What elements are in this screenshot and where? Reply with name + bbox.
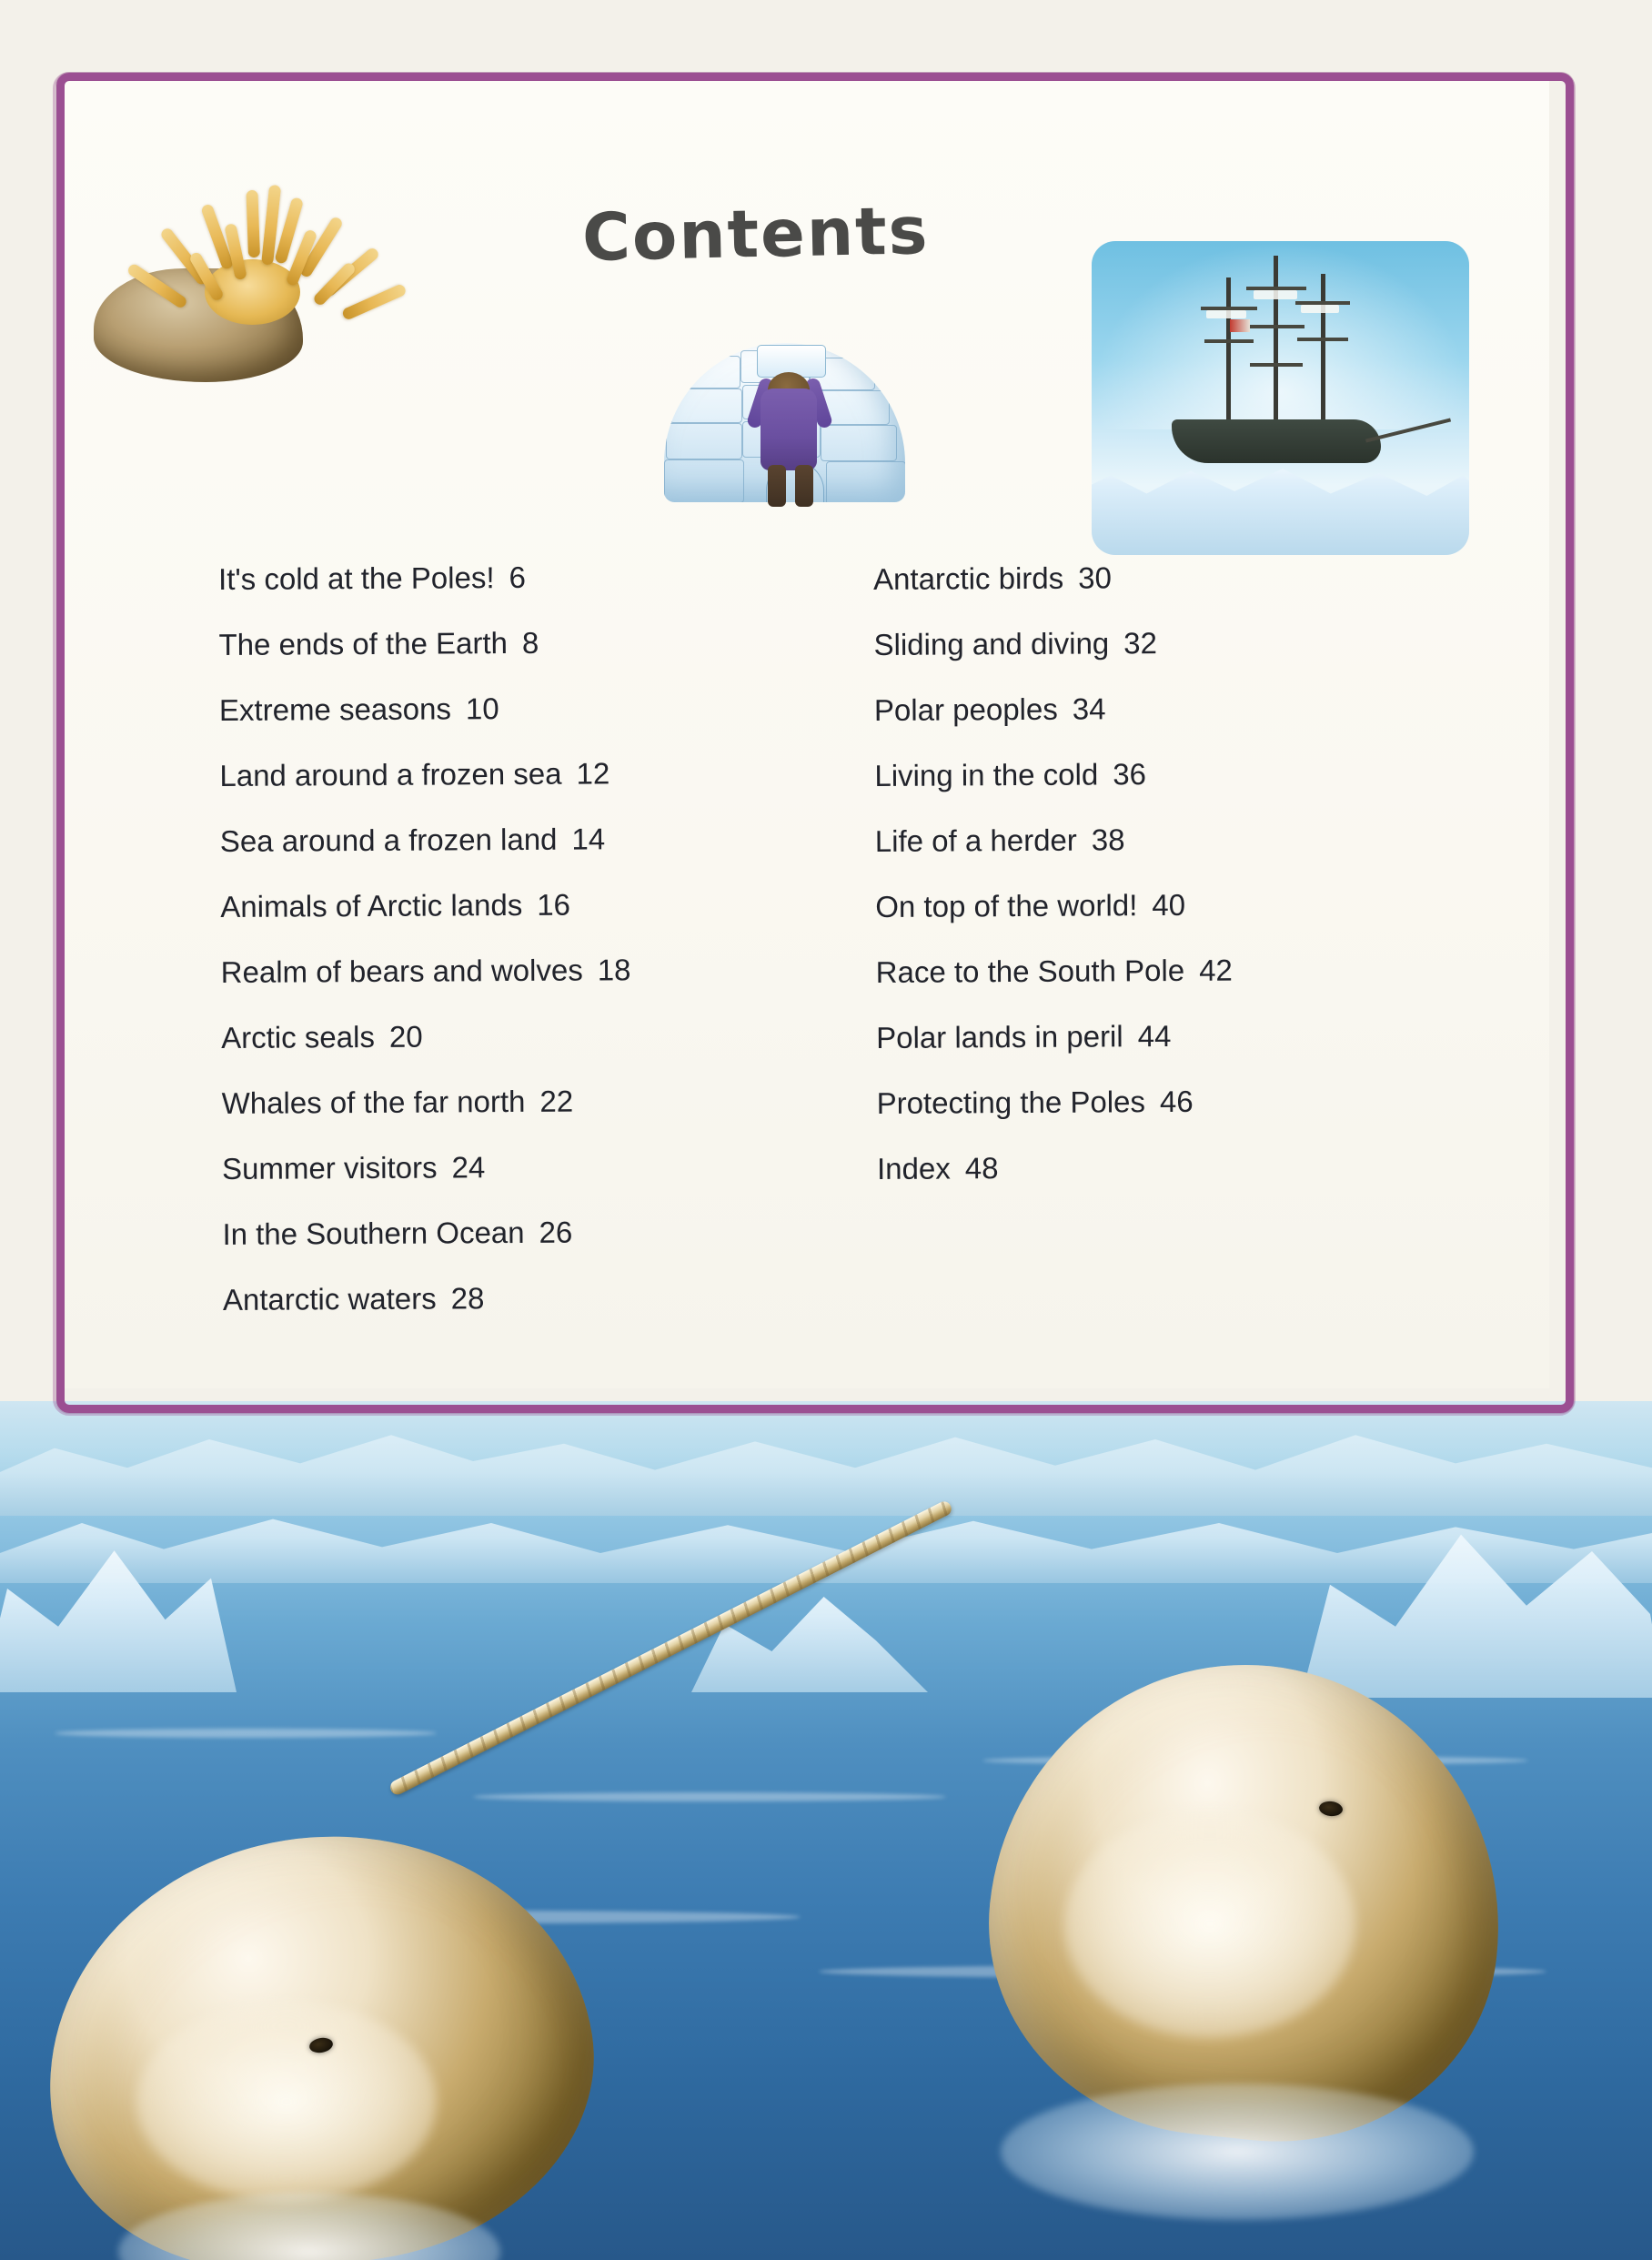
list-item[interactable] — [873, 560, 1456, 630]
toc-entry-title: Protecting the Poles — [876, 1085, 1146, 1120]
narwhal-right — [891, 1538, 1637, 2247]
list-item[interactable] — [218, 626, 846, 695]
list-item[interactable] — [222, 1150, 850, 1219]
list-item[interactable] — [219, 691, 847, 761]
narwhal-left — [9, 1701, 700, 2260]
list-item[interactable] — [876, 953, 1458, 1023]
toc-entry-title: On top of the world! — [875, 888, 1138, 923]
toc-entry-page: 32 — [1123, 626, 1158, 661]
toc-entry-page: 8 — [521, 625, 539, 660]
toc-entry-title: Antarctic waters — [222, 1281, 437, 1317]
ship-mast — [1321, 274, 1325, 434]
toc-entry-title: Sliding and diving — [873, 626, 1110, 661]
list-item[interactable] — [875, 822, 1457, 892]
ship-flag — [1230, 319, 1250, 332]
toc-entry-title: Realm of bears and wolves — [220, 953, 583, 989]
toc-entry-page: 26 — [539, 1215, 573, 1249]
toc-entry-page: 46 — [1159, 1084, 1194, 1119]
page-title: Contents — [581, 192, 931, 276]
toc-entry-title: Sea around a frozen land — [219, 822, 558, 858]
list-item[interactable] — [218, 560, 846, 630]
toc-entry-title: Index — [876, 1151, 951, 1185]
toc-entry-page: 30 — [1078, 560, 1113, 595]
toc-entry-title: Whales of the far north — [221, 1084, 526, 1120]
toc-entry-page: 14 — [571, 822, 606, 856]
toc-entry-page: 10 — [465, 691, 499, 726]
sea-anemone-illustration — [86, 159, 387, 387]
list-item[interactable] — [222, 1085, 850, 1154]
ship-mast — [1226, 277, 1231, 432]
toc-entry-page: 48 — [964, 1151, 999, 1185]
toc-entry-page: 20 — [388, 1019, 423, 1054]
ship-in-ice-illustration — [1092, 241, 1469, 555]
list-item[interactable] — [221, 953, 849, 1023]
toc-entry-title: Polar lands in peril — [876, 1019, 1123, 1054]
toc-entry-page: 24 — [451, 1150, 486, 1185]
toc-entry-page: 18 — [597, 953, 631, 987]
list-item[interactable] — [875, 888, 1457, 957]
toc-entry-page: 34 — [1072, 691, 1106, 726]
distant-ice-ridge — [0, 1407, 1652, 1516]
toc-entry-page: 28 — [450, 1281, 485, 1316]
toc-entry-page: 6 — [509, 560, 527, 595]
toc-entry-title: Land around a frozen sea — [219, 756, 562, 792]
toc-entry-page: 16 — [537, 887, 571, 922]
toc-entry-title: The ends of the Earth — [218, 626, 509, 661]
toc-entry-page: 40 — [1152, 887, 1186, 923]
toc-entry-page: 42 — [1199, 953, 1233, 987]
igloo-with-inuit-figure-illustration — [655, 323, 919, 532]
list-item[interactable] — [873, 626, 1456, 695]
list-item[interactable] — [221, 1019, 849, 1088]
list-item[interactable] — [219, 757, 847, 826]
toc-entry-page: 22 — [539, 1084, 574, 1118]
list-item[interactable] — [877, 1085, 1459, 1154]
polar-sea-background — [0, 1401, 1652, 2260]
toc-entry-title: Antarctic birds — [872, 560, 1064, 596]
toc-entry-page: 44 — [1137, 1019, 1172, 1054]
sky-glow — [1092, 241, 1469, 429]
toc-entry-page: 38 — [1091, 822, 1125, 857]
toc-entry-title: It's cold at the Poles! — [217, 560, 495, 596]
toc-entry-title: Life of a herder — [874, 822, 1077, 858]
toc-entry-title: Polar peoples — [873, 691, 1058, 727]
toc-entry-title: Summer visitors — [221, 1150, 438, 1185]
toc-entry-page: 36 — [1113, 757, 1147, 792]
toc-entry-title: Living in the cold — [874, 757, 1099, 792]
list-item[interactable] — [874, 757, 1456, 826]
list-item[interactable] — [876, 1019, 1458, 1088]
contents-list-right — [873, 560, 1459, 1219]
inuit-figure — [744, 345, 835, 509]
toc-entry-title: Arctic seals — [221, 1019, 376, 1054]
ship-mast — [1274, 256, 1278, 434]
list-item[interactable] — [877, 1150, 1459, 1219]
ship-hull — [1172, 419, 1381, 463]
list-item[interactable] — [222, 1216, 850, 1285]
list-item[interactable] — [874, 691, 1456, 761]
toc-entry-title: In the Southern Ocean — [222, 1215, 525, 1251]
contents-list-left — [218, 560, 851, 1350]
toc-entry-title: Extreme seasons — [218, 691, 452, 727]
toc-entry-title: Race to the South Pole — [875, 953, 1185, 989]
list-item[interactable] — [220, 888, 848, 957]
list-item[interactable] — [220, 822, 848, 892]
parka — [761, 388, 817, 470]
toc-entry-title: Animals of Arctic lands — [220, 887, 523, 923]
list-item[interactable] — [223, 1281, 851, 1350]
toc-entry-page: 12 — [576, 756, 610, 791]
